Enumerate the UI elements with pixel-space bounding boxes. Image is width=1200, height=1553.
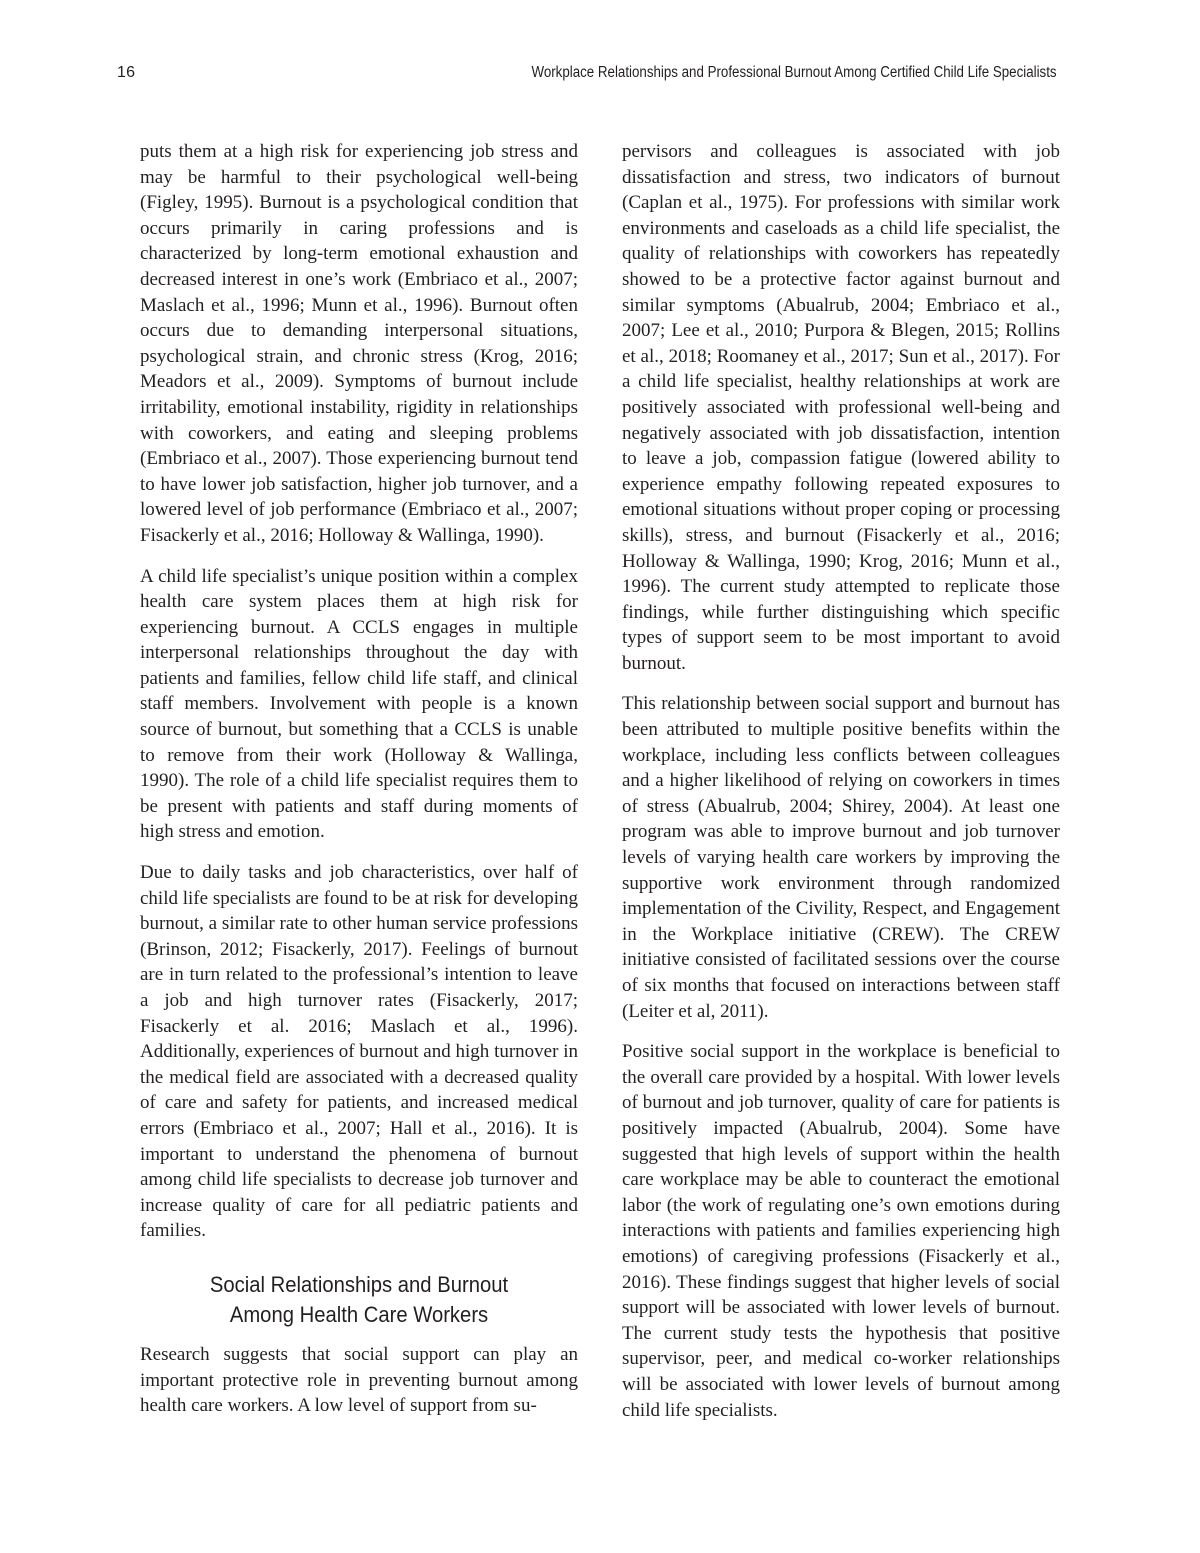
paragraph: This relationship between social support and burnout has been attributed to multiple positive benefits within the workplace, including less conflicts between colleagues and a higher likelihood of relying on coworkers in times of stress (Abualrub, 2004; Shirey, 2004). At least one program was able to improve burnout and job turnover levels of varying health care workers by improving the supportive work environment through randomized implementation of the Civility, Respect, and Engagement in the Workplace initiative (CREW). The CREW initiative consisted of facilitated sessions over the course of six months that focused on interactions between staff (Leiter et al, 2011). [622, 693, 1060, 1022]
paragraph: A child life specialist’s unique position within a complex health care system places them at high risk for experiencing burnout. A CCLS engages in multiple interpersonal relationships throughout the day with patients and families, fellow child life staff, and clinical staff members. Involvement with people is a known source of burnout, but something that a CCLS is unable to remove from their work (Holloway & Wallinga, 1990). The role of a child life specialist requires them to be present with patients and staff during moments of high stress and emotion. [140, 565, 578, 843]
section-heading-line: Among Health Care Workers [229, 1301, 489, 1327]
paragraph: Due to daily tasks and job characteristics, over half of child life specialists are found to be at risk for developing burnout, a similar rate to other human service professions (Brinson, 2012; Fisackerly, 2017). Feelings of burnout are in turn related to the professional’s intention to leave a job and high turnover rates (Fisackerly, 2017; Fisackerly et al. 2016; Maslach et al., 1996). Additionally, experiences of burnout and high turnover in the medical field are associated with a decreased quality of care and safety for patients, and increased medical errors (Embriaco et al., 2007; Hall et al., 2016). It is important to understand the phenomena of burnout among child life specialists to decrease job turnover and increase quality of care for all pediatric patients and families. [140, 862, 578, 1242]
paragraph: Research suggests that social support can play an important protective role in preventing burnout among health care workers. A low level of support from su- [140, 1343, 578, 1417]
left-column [140, 139, 578, 1434]
right-column [622, 139, 1060, 1438]
paragraph: pervisors and colleagues is associated with job dissatisfaction and stress, two indicators of burnout (Caplan et al., 1975). For professions with similar work environments and caseloads as a child life specialist, the quality of relationships with coworkers has repeatedly showed to be a protective factor against burnout and similar symptoms (Abualrub, 2004; Embriaco et al., 2007; Lee et al., 2010; Purpora & Blegen, 2015; Rollins et al., 2018; Roomaney et al., 2017; Sun et al., 2017). For a child life specialist, healthy relationships at work are positively associated with professional well-being and negatively associated with job dissatisfaction, intention to leave a job, compassion fatigue (lowered ability to experience empathy following repeated exposures to emotional situations without proper coping or processing skills), stress, and burnout (Fisackerly et al., 2016; Holloway & Wallinga, 1990; Krog, 2016; Munn et al., 1996). The current study attempted to replicate those findings, while further distinguishing which specific types of support seem to be most important to avoid burnout. [622, 141, 1060, 674]
running-head: Workplace Relationships and Professional Burnout Among Certified Child Life Specialists [531, 64, 1057, 81]
page-number: 16 [117, 64, 136, 81]
section-heading [158, 1270, 561, 1330]
paragraph: puts them at a high risk for experiencing job stress and may be harmful to their psychological well-being (Figley, 1995). Burnout is a psychological condition that occurs primarily in caring professions and is characterized by long-term emotional exhaustion and decreased interest in one’s work (Embriaco et al., 2007; Maslach et al., 1996; Munn et al., 1996). Burnout often occurs due to demanding interpersonal situations, psychological strain, and chronic stress (Krog, 2016; Meadors et al., 2009). Symptoms of burnout include irritability, emotional instability, rigidity in relationships with coworkers, and eating and sleeping problems (Embriaco et al., 2007). Those experiencing burnout tend to have lower job satisfaction, higher job turnover, and a lowered level of job performance (Embriaco et al., 2007; Fisackerly et al., 2016; Holloway & Wallinga, 1990). [140, 141, 578, 546]
section-heading-line: Social Relationships and Burnout [209, 1271, 509, 1297]
paragraph: Positive social support in the workplace is beneficial to the overall care provided by a hospital. With lower levels of burnout and job turnover, quality of care for patients is positively impacted (Abualrub, 2004). Some have suggested that high levels of support within the health care workplace may be able to counteract the emotional labor (the work of regulating one’s own emotions during interactions with patients and families experiencing high emotions) of caregiving professions (Fisackerly et al., 2016). These findings suggest that higher levels of social support will be associated with lower levels of burnout. The current study tests the hypothesis that positive supervisor, peer, and medical co-worker relationships will be associated with lower levels of burnout among child life specialists. [622, 1041, 1060, 1421]
